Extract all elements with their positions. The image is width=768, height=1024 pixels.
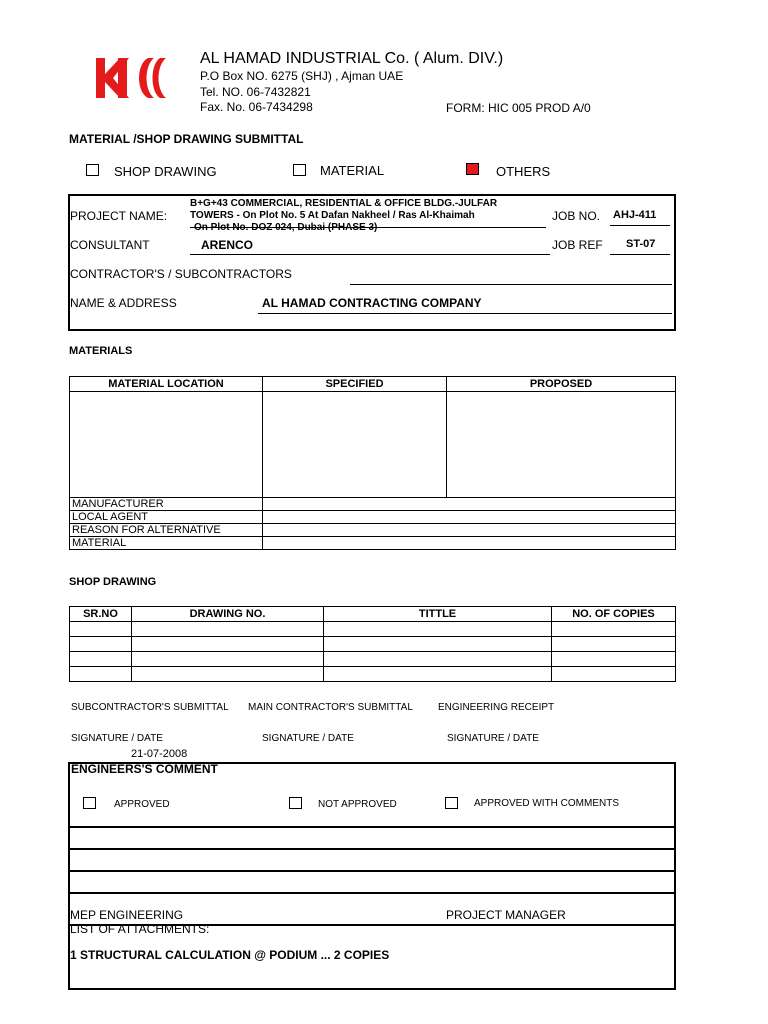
project-name-line1: B+G+43 COMMERCIAL, RESIDENTIAL & OFFICE BLDG.-JULFAR: [190, 198, 498, 209]
col-specified: SPECIFIED: [263, 377, 447, 392]
project-name-line2: TOWERS - On Plot No. 5 At Dafan Nakheel / Ras Al-Khaimah: [190, 210, 475, 221]
job-ref-label: JOB REF: [552, 238, 603, 252]
not-approved-checkbox[interactable]: [289, 797, 302, 809]
shop-drawing-heading: SHOP DRAWING: [69, 576, 157, 588]
approved-with-comments-checkbox[interactable]: [445, 797, 458, 809]
project-name-label: PROJECT NAME:: [70, 209, 168, 223]
company-fax: Fax. No. 06-7434298: [200, 100, 313, 114]
consultant-value: ARENCO: [201, 238, 254, 252]
col-drawing-no: DRAWING NO.: [132, 607, 324, 622]
approved-checkbox[interactable]: [83, 797, 96, 809]
sig-date-3: SIGNATURE / DATE: [447, 733, 539, 744]
company-logo: [96, 56, 168, 100]
project-name-line3: On Plot No. DOZ 024, Dubai (PHASE 3): [194, 222, 378, 233]
not-approved-label: NOT APPROVED: [318, 799, 397, 810]
local-agent-label: LOCAL AGENT: [70, 511, 263, 524]
approved-with-comments-label: APPROVED WITH COMMENTS: [474, 798, 620, 809]
material-checkbox[interactable]: [293, 164, 306, 176]
signature-date-value: 21-07-2008: [131, 748, 188, 760]
company-tel: Tel. NO. 06-7432821: [200, 85, 311, 99]
shop-drawing-table: [69, 606, 676, 682]
shop-drawing-label: SHOP DRAWING: [114, 164, 217, 179]
name-address-label: NAME & ADDRESS: [70, 296, 177, 310]
col-material-location: MATERIAL LOCATION: [70, 377, 263, 392]
engineers-heading: ENGINEERS'S COMMENT: [71, 762, 218, 776]
contractor-label: CONTRACTOR'S / SUBCONTRACTORS: [70, 267, 292, 281]
others-label: OTHERS: [496, 164, 551, 179]
reason-label: REASON FOR ALTERNATIVE: [70, 524, 263, 537]
project-manager-label: PROJECT MANAGER: [446, 908, 566, 922]
col-proposed: PROPOSED: [447, 377, 676, 392]
name-address-value: AL HAMAD CONTRACTING COMPANY: [262, 296, 482, 310]
material-label: MATERIAL: [320, 163, 385, 178]
sig-date-1: SIGNATURE / DATE: [71, 733, 163, 744]
col-sr-no: SR.NO: [70, 607, 132, 622]
sig-date-2: SIGNATURE / DATE: [262, 733, 354, 744]
job-no-value: AHJ-411: [613, 209, 657, 221]
job-no-label: JOB NO.: [552, 209, 601, 223]
consultant-label: CONSULTANT: [70, 238, 150, 252]
mep-engineering-label: MEP ENGINEERING: [70, 908, 184, 922]
others-checkbox[interactable]: [466, 163, 479, 175]
col-tittle: TITTLE: [324, 607, 552, 622]
eng-receipt-label: ENGINEERING RECEIPT: [438, 702, 555, 713]
job-ref-value: ST-07: [626, 238, 656, 250]
materials-table: [69, 376, 676, 550]
engineers-box: [68, 762, 676, 926]
page-title: MATERIAL /SHOP DRAWING SUBMITTAL: [69, 132, 304, 146]
shop-drawing-checkbox[interactable]: [86, 164, 99, 176]
material-row-label: MATERIAL: [70, 537, 263, 550]
company-address: P.O Box NO. 6275 (SHJ) , Ajman UAE: [200, 69, 404, 83]
main-submittal-label: MAIN CONTRACTOR'S SUBMITTAL: [248, 702, 413, 713]
col-copies: NO. OF COPIES: [552, 607, 676, 622]
manufacturer-label: MANUFACTURER: [70, 498, 263, 511]
attachments-heading: LIST OF ATTACHMENTS:: [70, 922, 210, 936]
attachment-item: 1 STRUCTURAL CALCULATION @ PODIUM ... 2 COPIES: [70, 948, 390, 962]
sub-submittal-label: SUBCONTRACTOR'S SUBMITTAL: [71, 702, 229, 713]
company-name: AL HAMAD INDUSTRIAL Co. ( Alum. DIV.): [200, 50, 504, 67]
approved-label: APPROVED: [114, 799, 170, 810]
form-number: FORM: HIC 005 PROD A/0: [446, 101, 591, 115]
materials-heading: MATERIALS: [69, 345, 133, 357]
